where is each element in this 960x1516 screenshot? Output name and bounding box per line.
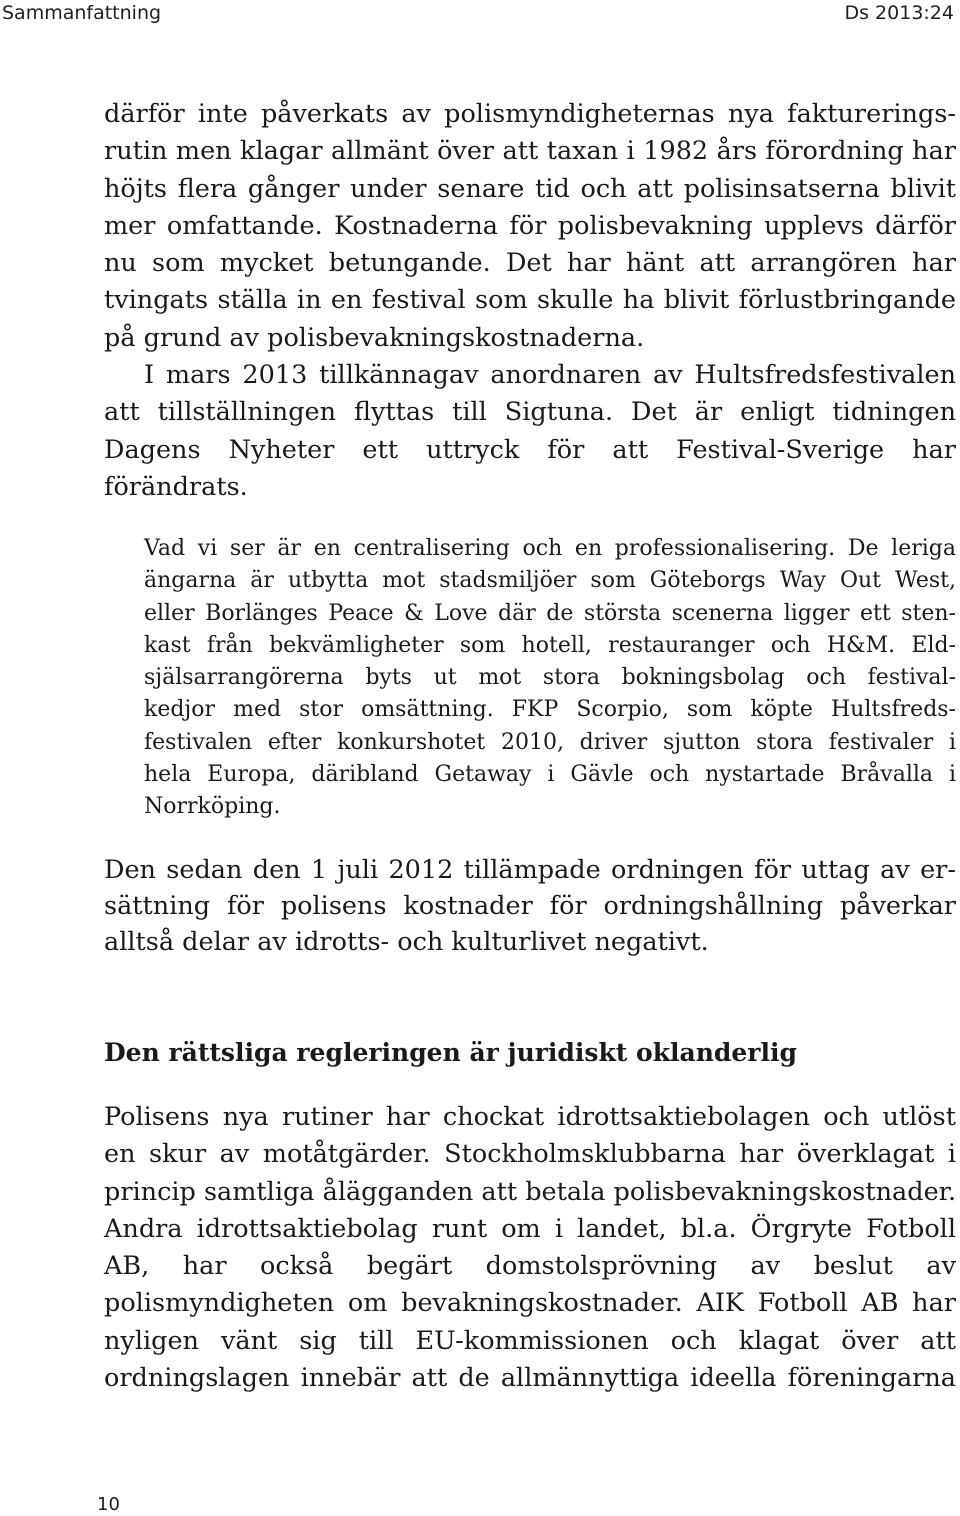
running-header xyxy=(0,0,960,26)
body-paragraph-3 xyxy=(104,1099,956,1397)
text-line: AB, har också begärt domstolsprövning av beslut av xyxy=(104,1251,956,1282)
text-line: alltså delar av idrotts- och kulturlivet negativt. xyxy=(104,927,709,957)
text-line: tvingats ställa in en festival som skulle ha blivit förlustbringande xyxy=(104,285,956,316)
body-paragraph-1 xyxy=(104,96,956,506)
page-number: 10 xyxy=(97,1494,120,1515)
text-line: sättning för polisens kostnader för ordningshållning påverkar xyxy=(104,891,956,921)
text-line: att tillställningen flyttas till Sigtuna. Det är enligt tidningen xyxy=(104,397,956,428)
quote-line: festivalen efter konkurshotet 2010, driver sjutton stora festivaler i xyxy=(144,729,956,755)
body-paragraph-2 xyxy=(104,852,956,960)
block-quote xyxy=(144,533,956,824)
text-line: ordningslagen innebär att de allmännyttiga ideella föreningarna xyxy=(104,1363,956,1394)
text-line: rutin men klagar allmänt över att taxan i 1982 års förordning har xyxy=(104,136,956,167)
text-line: förändrats. xyxy=(104,471,248,502)
text-line: Den sedan den 1 juli 2012 tillämpade ordningen för uttag av er- xyxy=(104,855,956,885)
text-line: mer omfattande. Kostnaderna för polisbevakning upplevs därför xyxy=(104,210,956,241)
text-line: på grund av polisbevakningskostnaderna. xyxy=(104,322,645,353)
quote-line: kast från bekvämligheter som hotell, restauranger och H&M. Eld- xyxy=(144,632,956,658)
text-line: höjts flera gånger under senare tid och att polisinsatserna blivit xyxy=(104,173,956,204)
text-line: Polisens nya rutiner har chockat idrottsaktiebolagen och utlöst xyxy=(104,1102,956,1132)
quote-line: kedjor med stor omsättning. FKP Scorpio, som köpte Hultsfreds- xyxy=(144,697,956,723)
quote-line: Vad vi ser är en centralisering och en professionalisering. De leriga xyxy=(144,536,956,561)
text-line: nyligen vänt sig till EU-kommissionen och klagat över att xyxy=(104,1325,956,1356)
section-title: Sammanfattning xyxy=(2,2,162,24)
text-line: Dagens Nyheter ett uttryck för att Festival-Sverige har xyxy=(104,434,956,465)
text-line: därför inte påverkats av polismyndigheternas nya fakturerings- xyxy=(104,99,956,129)
text-line: en skur av motåtgärder. Stockholmsklubbarna har överklagat i xyxy=(104,1139,956,1170)
document-id: Ds 2013:24 xyxy=(844,2,954,24)
text-line: polismyndigheten om bevakningskostnader. AIK Fotboll AB har xyxy=(104,1288,956,1319)
text-line: Andra idrottsaktiebolag runt om i landet, bl.a. Örgryte Fotboll xyxy=(104,1213,956,1244)
text-line: I mars 2013 tillkännagav anordnaren av Hultsfredsfestivalen xyxy=(144,360,956,391)
quote-line: själsarrangörerna byts ut mot stora bokningsbolag och festival- xyxy=(144,665,956,691)
section-heading: Den rättsliga regleringen är juridiskt oklanderlig xyxy=(104,1038,797,1067)
text-line: nu som mycket betungande. Det har hänt att arrangören har xyxy=(104,248,956,279)
text-line: princip samtliga ålägganden att betala polisbevakningskostnader. xyxy=(104,1176,957,1207)
quote-line: ängarna är utbytta mot stadsmiljöer som Göteborgs Way Out West, xyxy=(144,568,956,594)
quote-line: Norrköping. xyxy=(144,794,281,820)
quote-line: hela Europa, däribland Getaway i Gävle och nystartade Bråvalla i xyxy=(144,762,956,788)
quote-line: eller Borlänges Peace & Love där de största scenerna ligger ett sten- xyxy=(144,600,956,626)
